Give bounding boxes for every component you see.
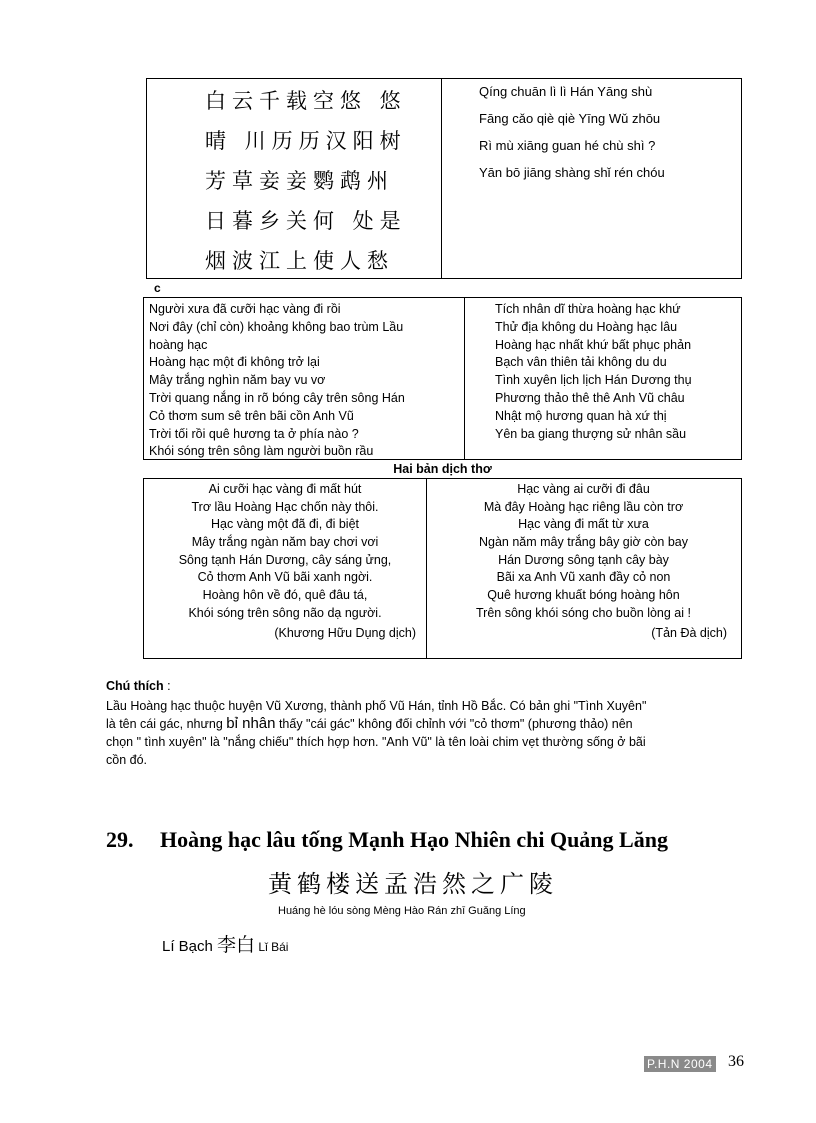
literal-line: Trời quang nắng in rõ bóng cây trên sông Hán [149, 390, 405, 405]
hanviet-line: Nhật mộ hương quan hà xứ thị [495, 408, 667, 423]
han-line: 日暮乡关何 处是 [205, 209, 407, 233]
notes-title [106, 679, 171, 693]
translation-line: Sông tạnh Hán Dương, cây sáng ửng, [178, 552, 392, 567]
notes-title-text: Chú thích [106, 679, 164, 693]
author-vietnamese: Lí Bạch [162, 938, 218, 955]
hanviet-line: Yên ba giang thượng sử nhân sầu [495, 426, 687, 441]
translation-line: Trên sông khói sóng cho buồn lòng ai ! [476, 605, 691, 620]
section-title: Hoàng hạc lâu tống Mạnh Hạo Nhiên chi Quảng Lăng [160, 827, 668, 852]
translation-line: Ai cưỡi hạc vàng đi mất hút [208, 482, 362, 496]
han-line: 晴 川历历汉阳树 [205, 129, 407, 153]
translation-line: Khói sóng trên sông não dạ người. [188, 605, 382, 620]
literal-line: Hoàng hạc một đi không trở lại [149, 355, 320, 370]
note-text: là tên cái gác, nhưng [106, 717, 227, 731]
translation-2-column [426, 481, 741, 640]
section-number: 29. [106, 827, 134, 852]
translation-line: Hạc vàng đi mất từ xưa [518, 517, 649, 532]
han-column [205, 87, 435, 287]
translation-line: Hán Dương sông tạnh cây bày [498, 552, 669, 567]
pinyin-line: Qíng chuān lì lì Hán Yāng shù [479, 84, 653, 99]
pinyin-line: Yān bō jiāng shàng shǐ rén chóu [479, 165, 665, 180]
section-han-title: 黄鹤楼送孟浩然之广陵 [268, 870, 558, 898]
author-pinyin: Lǐ Bái [255, 940, 289, 954]
translation-line: Mà đây Hoàng hạc riêng lầu còn trơ [483, 499, 684, 514]
footer-badge: P.H.N 2004 [644, 1056, 716, 1072]
hanviet-column [495, 301, 692, 443]
pinyin-line: Fāng cǎo qiè qiè Yīng Wǔ zhōu [479, 111, 661, 126]
original-poem-box [146, 78, 742, 279]
literal-line: Người xưa đã cưỡi hạc vàng đi rồi [149, 302, 341, 316]
notes-body [106, 697, 746, 769]
literal-line: Cỏ thơm sum sê trên bãi cồn Anh Vũ [149, 408, 354, 423]
translation-line: Hạc vàng một đã đi, đi biệt [211, 517, 359, 532]
column-divider [441, 79, 442, 278]
notes-title-suffix: : [163, 679, 171, 693]
hanviet-line: Tích nhân dĩ thừa hoàng hạc khứ [495, 302, 681, 316]
literal-column [149, 301, 459, 461]
translation-line: Hoàng hôn về đó, quê đâu tá, [202, 588, 368, 603]
literal-line: Khói sóng trên sông làm người buồn rầu [149, 444, 374, 459]
han-line: 芳草妾妾鹦鹉州 [205, 169, 394, 193]
han-line: 烟波江上使人愁 [205, 249, 394, 273]
hanviet-line: Phương thảo thê thê Anh Vũ châu [495, 390, 685, 405]
hanviet-line: Tình xuyên lịch lịch Hán Dương thụ [495, 373, 692, 388]
literal-translation-box [143, 297, 742, 460]
literal-line: Trời tối rồi quê hương ta ở phía nào ? [149, 426, 359, 441]
translation-line: Cỏ thơm Anh Vũ bãi xanh ngời. [197, 570, 373, 585]
translations-heading: Hai bản dịch thơ [393, 462, 492, 476]
pinyin-column [479, 83, 665, 191]
translation-line: Trơ lầu Hoàng Hạc chốn này thôi. [191, 499, 379, 514]
literal-line: hoàng hạc [149, 337, 208, 352]
note-line [106, 715, 746, 733]
literal-line: Nơi đây (chỉ còn) khoảng không bao trùm Lầu [149, 319, 404, 334]
han-line: 白云千载空悠 悠 [205, 89, 407, 113]
translation-line: Hạc vàng ai cưỡi đi đâu [517, 482, 650, 496]
author-line [162, 930, 288, 957]
translation-line: Mây trắng ngàn năm bay chơi vơi [191, 535, 379, 550]
translation-line: Bãi xa Anh Vũ xanh đầy cỏ non [496, 570, 671, 585]
c-mark: c [154, 281, 161, 295]
translation-line: Quê hương khuất bóng hoàng hôn [487, 588, 680, 603]
poetic-translations-box [143, 478, 742, 659]
hanviet-line: Bạch vân thiên tải không du du [495, 355, 667, 370]
translator-credit: (Khương Hữu Dụng dịch) [274, 626, 416, 640]
note-line: chọn " tình xuyên" là "nắng chiếu" thích hợp hơn. "Anh Vũ" là tên loài chim vẹt thường sống ở bãi [106, 735, 646, 749]
pinyin-line: Rì mù xiāng guan hé chù shì ? [479, 138, 656, 153]
column-divider [464, 298, 465, 459]
translator-credit: (Tản Đà dịch) [651, 626, 727, 640]
page-number: 36 [728, 1053, 744, 1070]
section-pinyin-title: Huáng hè lóu sòng Mèng Hào Rán zhī Guǎng Líng [278, 905, 526, 917]
hanviet-line: Hoàng hạc nhất khứ bất phục phản [495, 337, 692, 352]
author-han: 李白 [217, 934, 256, 956]
note-emphasis: bỉ nhân [226, 715, 276, 732]
hanviet-line: Thử địa không du Hoàng hạc lâu [495, 319, 678, 334]
note-line: cồn đó. [106, 753, 148, 767]
translation-line: Ngàn năm mây trắng bây giờ còn bay [478, 535, 688, 550]
literal-line: Mây trắng nghìn năm bay vu vơ [149, 373, 326, 388]
note-line: Lầu Hoàng hạc thuộc huyện Vũ Xương, thành phố Vũ Hán, tỉnh Hồ Bắc. Có bản ghi "Tình Xuyên" [106, 699, 647, 713]
translation-1-column [144, 481, 426, 640]
note-text: thấy "cái gác" không đối chỉnh với "cỏ thơm" (phương thảo) nên [275, 717, 633, 731]
